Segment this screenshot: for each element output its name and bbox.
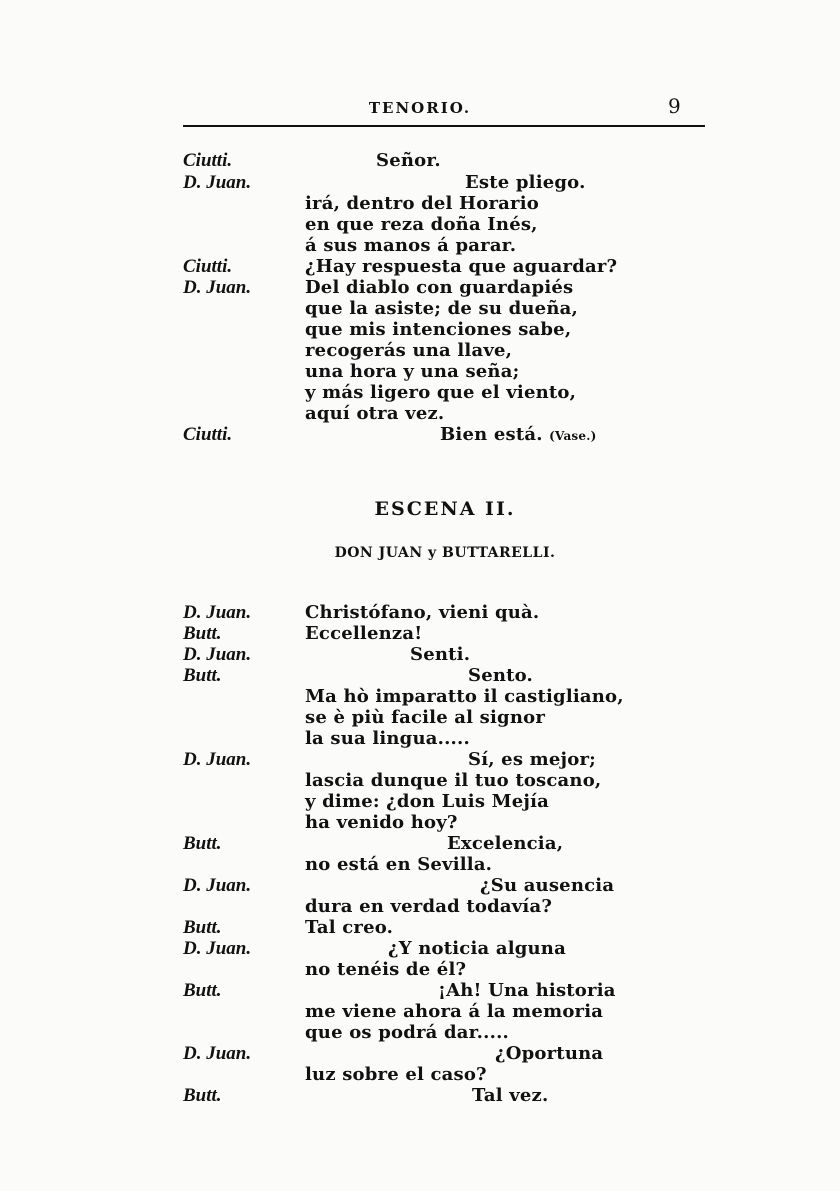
speaker-label: Ciutti. <box>183 256 233 277</box>
stage-direction: (Vase.) <box>549 429 597 443</box>
verse-line: ¡Ah! Una historia <box>438 980 616 1001</box>
verse-line: la sua lingua..... <box>305 728 470 749</box>
verse-line: luz sobre el caso? <box>305 1064 487 1085</box>
verse-line: Tal vez. <box>472 1085 549 1106</box>
verse-line: no tenéis de él? <box>305 959 467 980</box>
verse-line: Sí, es mejor; <box>468 749 596 770</box>
speaker-label: Butt. <box>183 833 222 854</box>
verse-line: Tal creo. <box>305 917 394 938</box>
verse-line: Sento. <box>468 665 534 686</box>
verse-line: que os podrá dar..... <box>305 1022 510 1043</box>
speaker-label: D. Juan. <box>183 875 252 896</box>
scene-title: ESCENA II. <box>374 498 516 520</box>
verse-line: que mis intenciones sabe, <box>305 319 572 340</box>
verse-line: irá, dentro del Horario <box>305 193 539 214</box>
verse-line: ¿Y noticia alguna <box>388 938 566 959</box>
verse-line: Señor. <box>376 150 441 171</box>
header-rule <box>183 125 705 127</box>
verse-line: Ma hò imparatto il castigliano, <box>305 686 624 707</box>
running-header: TENORIO. <box>368 99 472 117</box>
speaker-label: Ciutti. <box>183 150 233 171</box>
verse-line: una hora y una seña; <box>305 361 520 382</box>
verse-line: Eccellenza! <box>305 623 423 644</box>
speaker-label: Butt. <box>183 623 222 644</box>
verse-line: Este pliego. <box>465 172 586 193</box>
speaker-label: Butt. <box>183 1085 222 1106</box>
verse-line: á sus manos á parar. <box>305 235 517 256</box>
verse-line <box>440 424 596 445</box>
speaker-label: D. Juan. <box>183 172 252 193</box>
verse-line: se è più facile al signor <box>305 707 546 728</box>
verse-line: ha venido hoy? <box>305 812 458 833</box>
verse-line: ¿Oportuna <box>495 1043 604 1064</box>
verse-text: Bien está. <box>440 424 543 445</box>
verse-line: me viene ahora á la memoria <box>305 1001 604 1022</box>
speaker-label: D. Juan. <box>183 749 252 770</box>
verse-line: no está en Sevilla. <box>305 854 493 875</box>
verse-line: aquí otra vez. <box>305 403 445 424</box>
verse-line: recogerás una llave, <box>305 340 513 361</box>
verse-line: Christófano, vieni quà. <box>305 602 540 623</box>
speaker-label: Butt. <box>183 980 222 1001</box>
verse-line: Del diablo con guardapiés <box>305 277 574 298</box>
verse-line: ¿Su ausencia <box>480 875 615 896</box>
speaker-label: Ciutti. <box>183 424 233 445</box>
scene-characters: DON JUAN y BUTTARELLI. <box>334 545 556 561</box>
verse-line: dura en verdad todavía? <box>305 896 553 917</box>
verse-line: Senti. <box>410 644 471 665</box>
verse-line: Excelencia, <box>447 833 564 854</box>
speaker-label: D. Juan. <box>183 938 252 959</box>
verse-line: lascia dunque il tuo toscano, <box>305 770 602 791</box>
speaker-label: Butt. <box>183 665 222 686</box>
verse-line: que la asiste; de su dueña, <box>305 298 578 319</box>
page-number: 9 <box>668 94 681 118</box>
speaker-label: D. Juan. <box>183 1043 252 1064</box>
speaker-label: D. Juan. <box>183 602 252 623</box>
speaker-label: D. Juan. <box>183 277 252 298</box>
verse-line: y dime: ¿don Luis Mejía <box>305 791 550 812</box>
speaker-label: D. Juan. <box>183 644 252 665</box>
verse-line: ¿Hay respuesta que aguardar? <box>305 256 618 277</box>
speaker-label: Butt. <box>183 917 222 938</box>
verse-line: en que reza doña Inés, <box>305 214 538 235</box>
verse-line: y más ligero que el viento, <box>305 382 577 403</box>
